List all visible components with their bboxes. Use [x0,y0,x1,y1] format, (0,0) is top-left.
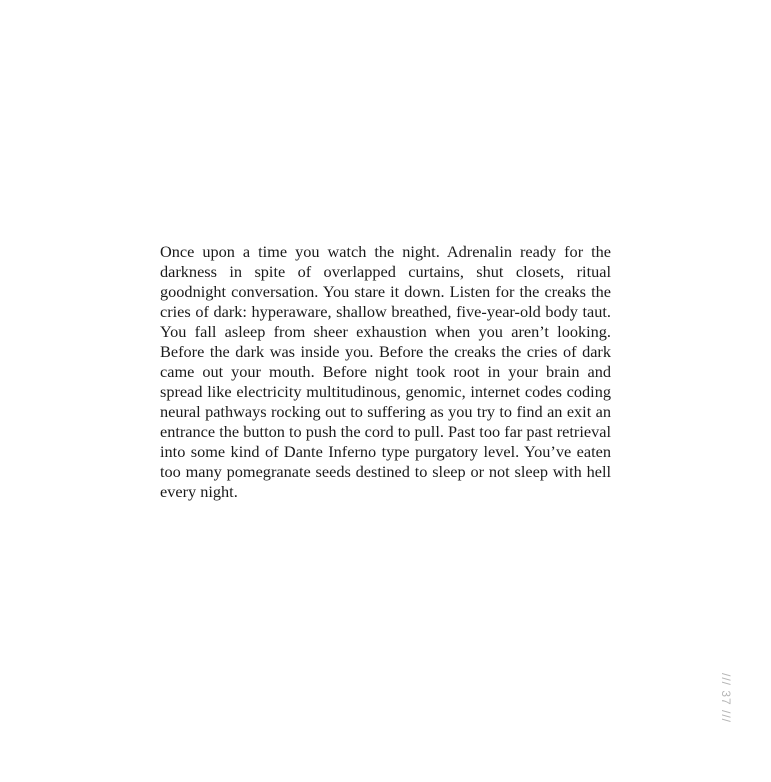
page-number [714,662,738,734]
prose-poem-paragraph: Once upon a time you watch the night. Adrenalin ready for the darkness in spite of overlapped curtains, shut closets, ritual goodnight conversation. You stare it down. Listen for the creaks the cries of dark: hyperaware, shallow breathed, five-year-old body taut. You fall asleep from sheer exhaustion when you aren’t looking. Before the dark was inside you. Before the creaks the cries of dark came out your mouth. Before night took root in your brain and spread like electricity multitudinous, genomic, internet codes coding neural pathways rocking out to suffering as you try to find an exit an entrance the button to push the cord to pull. Past too far past retrieval into some kind of Dante Inferno type purgatory level. You’ve eaten too many pomegranate seeds destined to sleep or not sleep with hell every night. [160,242,611,501]
page-number-label: /// 37 /// [719,672,733,724]
